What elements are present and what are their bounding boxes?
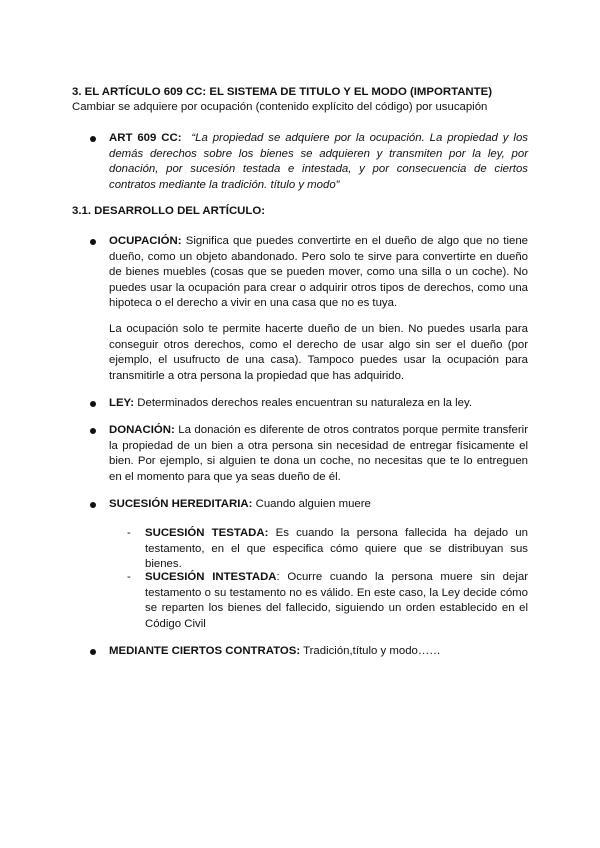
- donacion-label: DONACIÓN:: [109, 424, 175, 436]
- ley-paragraph: [109, 396, 528, 412]
- bullet-icon: [90, 239, 96, 245]
- contratos-label: MEDIANTE CIERTOS CONTRATOS:: [109, 645, 301, 657]
- bullet-icon: [90, 136, 96, 142]
- sucesion-text: Cuando alguien muere: [252, 498, 371, 510]
- contratos-paragraph: [109, 644, 528, 660]
- bullet-icon: [90, 649, 96, 655]
- ocupacion-label: OCUPACIÓN:: [109, 235, 182, 247]
- dash-bullet: -: [127, 527, 131, 539]
- ocupacion-paragraph-2: La ocupación solo te permite hacerte dueño de un bien. No puedes usarla para conseguir otros derechos, como el derecho de usar algo sin ser el dueño (por ejemplo, el usufructo de una casa). Tampoco puedes usar la ocupación para transmitirle a otra persona la propiedad que has adquirido.: [109, 323, 528, 382]
- section-heading: 3. EL ARTÍCULO 609 CC: EL SISTEMA DE TITULO Y EL MODO (IMPORTANTE): [72, 86, 493, 98]
- bullet-icon: [90, 502, 96, 508]
- donacion-text: La donación es diferente de otros contratos porque permite transferir la propiedad de un bien a otra persona sin necesidad de entregar físicamente el bien. Por ejemplo, si alguien te dona un coche, no necesitas que te lo entreguen en el momento para que ya seas dueño de él.: [109, 424, 528, 483]
- sucesion-label: SUCESIÓN HEREDITARIA:: [109, 498, 253, 510]
- sucesion-paragraph: [109, 497, 528, 513]
- art609-label: ART 609 CC:: [109, 132, 182, 144]
- intestada-text: : Ocurre cuando la persona muere sin dejar testamento o su testamento no es válido. En este caso, la Ley decide cómo se reparten los bienes del fallecido, siguiendo un orden establecido en el Código Civil: [145, 571, 528, 630]
- contratos-text: Tradición,título y modo……: [300, 645, 441, 657]
- ley-label: LEY:: [109, 397, 135, 409]
- ocupacion-text: Significa que puedes convertirte en el dueño de algo que no tiene dueño, como un objeto abandonado. Pero solo te sirve para convertirte en dueño de bienes muebles (cosas que se pueden mover, como una silla o un coche). No puedes usar la ocupación para crear o adquirir otros tipos de derechos, como una hipoteca o el derecho a vivir en una casa que no es tuya.: [109, 235, 528, 309]
- intestada-paragraph: [145, 570, 528, 632]
- ley-text: Determinados derechos reales encuentran su naturaleza en la ley.: [134, 397, 473, 409]
- ocupacion-paragraph: [109, 234, 528, 312]
- intestada-label: SUCESIÓN INTESTADA: [145, 571, 277, 583]
- testada-text: Es cuando la persona fallecida ha dejado un testamento, en el que especifica cómo quiere que se distribuyan sus bienes.: [145, 527, 528, 570]
- donacion-paragraph: [109, 423, 528, 485]
- subsection-heading: 3.1. DESARROLLO DEL ARTÍCULO:: [72, 205, 266, 217]
- art609-quote: “La propiedad se adquiere por la ocupación. La propiedad y los demás derechos sobre los bienes se adquieren y transmiten por la ley, por donación, por sucesión testada e intestada, y por consecuencia de ciertos contratos mediante la tradición. título y modo”: [109, 132, 528, 191]
- testada-label: SUCESIÓN TESTADA:: [145, 527, 269, 539]
- art609-paragraph: [109, 131, 528, 193]
- testada-paragraph: [145, 526, 528, 573]
- intro-note: Cambiar se adquiere por ocupación (contenido explícito del código) por usucapión: [72, 101, 488, 113]
- bullet-icon: [90, 401, 96, 407]
- bullet-icon: [90, 428, 96, 434]
- dash-bullet: -: [127, 571, 131, 583]
